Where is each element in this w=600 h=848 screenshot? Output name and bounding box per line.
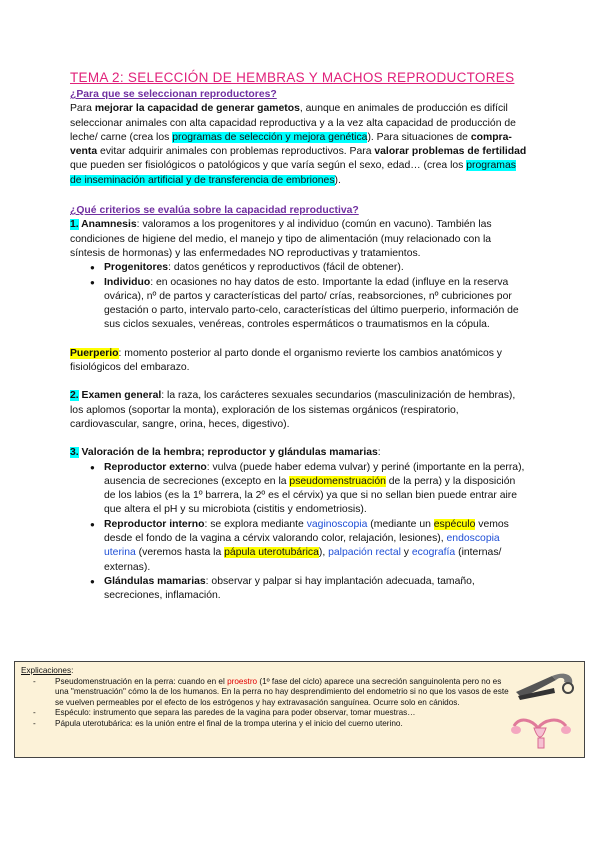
heading-anamnesis: Anamnesis [78,219,137,231]
list-item-reproductor-interno [104,518,528,575]
list-item-reproductor-externo [104,461,528,518]
term-palpacion-rectal: palpación rectal [328,547,401,559]
page-title: TEMA 2: SELECCIÓN DE HEMBRAS Y MACHOS REPRODUCTORES [70,70,515,85]
text: : observar y palpar si hay implantación adecuada, tamaño, secreciones, inflamación. [104,575,475,602]
text: (mediante un [367,518,434,530]
text: y [400,547,412,559]
bold-text: mejorar la capacidad de generar gametos [94,103,300,115]
text: : en ocasiones no hay datos de esto. Importante la edad (influye en la reserva ovárica), nº de partos y características del parto/ crías, reabsorciones, nº cubriciones por gestación o parto, intervalo parto-celo, características del último puerperio, información de sus ciclos sexuales, venéreas, controles espermáticos o traumatismos en la cópula. [104,276,519,331]
text: Pseudomenstruación en la perra: cuando en el [55,676,228,686]
list-item-glandulas-mamarias [104,575,528,604]
text: , aunque en animales de producción es difícil seleccionar animales con alta capacidad reproductiva y a la vez alta capacidad de producción de leche/ carne (crea los [70,103,516,143]
speculum-icon [516,674,573,700]
question-1: ¿Para que se seleccionan reproductores? [70,89,277,100]
number-1: 1. [70,219,79,231]
text: ), [318,547,329,559]
highlight-programs-selection: programas de selección y mejora genética [172,131,368,143]
text: : valoramos a los progenitores y al individuo (común en vacuno). También las condiciones de higiene del medio, el manejo y tipo de alimentación (muy relacionado con la síntesis de hormonas) y las enfermedades NO reproductivas y tratamientos. [70,219,492,259]
term-proestro: proestro [227,676,258,686]
question-2: ¿Qué criterios se evalúa sobre la capacidad reproductiva? [70,205,359,217]
bold-text: compra-venta [70,131,512,158]
text: Para [70,103,95,115]
explanations-title: Explicaciones [21,666,72,675]
explanation-item-pseudomenstruacion [21,677,513,709]
text: vemos desde el fondo de la vagina a cérvix valorando color, relajación, lesiones), [104,518,509,545]
text: : vulva (puede haber edema vulvar) y periné (importante en la perra), ausencia de secreciones (excepto en la [104,461,525,487]
term-endoscopia: endoscopia uterina [104,533,500,559]
highlight-programs-insemination: programas de inseminación artificial y de transferencia de embriones [70,160,516,186]
bold-text: Reproductor interno [104,518,205,530]
explanations-header [21,666,578,677]
item-valoracion-hembra [70,446,528,460]
dash-bullet: - [33,676,36,686]
list-item-progenitores [104,261,528,275]
bold-text: Glándulas mamarias [104,575,206,587]
text: que pueden ser fisiológicos o patológicos y que varía según el sexo, edad… (crea los [70,160,467,172]
text: (veremos hasta la [135,547,225,559]
explanation-item-papula [21,719,513,730]
text: : se explora mediante [204,518,307,530]
explanations-box [14,661,585,758]
dash-bullet: - [33,718,36,728]
explanation-text [55,677,513,709]
highlight-puerperio: Puerperio [70,347,119,359]
speculum-and-uterus-illustration [508,666,578,750]
text: de la perra) y la disposición de los labios (es la 1º barrera, la 2º es el cérvix) ya que si no sellan bien puede entrar aire que altera el pH y su microbiota (cistitis y endometriosis). [104,475,518,516]
item-anamnesis [70,218,528,261]
item-examen-general [70,389,528,432]
list-item-individuo [104,276,528,333]
bold-text: Reproductor externo [104,461,207,473]
heading-examen-general: Examen general [78,390,162,402]
text: : la raza, los carácteres sexuales secundarios (masculinización de hembras), los aplomos (soportar la monta), exploración de los sistemas orgánicos (respiratorio, cardiovascular, sangre, orina, heces, digestivo). [70,390,516,430]
document-page [70,70,528,604]
explanation-text: Espéculo: instrumento que separa las paredes de la vagina para poder observar, tomar muestras… [55,708,416,718]
text: : [71,666,74,675]
highlight-pseudomenstruacion: pseudomenstruación [289,475,386,487]
bold-text: Individuo [104,276,151,288]
text: evitar adquirir animales con problemas reproductivos. Para [97,146,375,158]
dash-bullet: - [33,708,36,718]
text: : momento posterior al parto donde el organismo revierte los cambios anatómicos y fisiológicos del embarazo. [70,347,503,374]
anamnesis-list [70,261,528,332]
paragraph-selection-reasons [70,102,528,188]
explanation-item-especulo [21,708,513,719]
bold-text: valorar problemas de fertilidad [374,146,527,158]
term-vaginoscopia: vaginoscopia [306,518,368,530]
term-ecografia: ecografía [411,547,456,559]
bold-text: Progenitores [104,262,169,274]
text: ). Para situaciones de [367,131,471,143]
number-3: 3. [70,447,79,459]
highlight-papula: pápula uterotubárica [224,547,319,559]
definition-puerperio [70,347,528,376]
text: (internas/ externas). [104,547,502,573]
highlight-especulo: espéculo [433,518,476,530]
explanation-text: Pápula uterotubárica: es la unión entre el final de la trompa uterina y el inicio del cuerno uterino. [55,718,403,728]
valoracion-list [70,461,528,604]
uterus-icon [511,720,571,748]
number-2: 2. [70,390,79,402]
text: : datos genéticos y reproductivos (fácil de obtener). [168,262,404,274]
text: ). [334,174,341,186]
text: : [377,447,381,459]
text: (1º fase del ciclo) aparece una secreción sanguinolenta pero no es una "menstruación" cómo la de los humanos. En la perra no hay desprendimiento del endometrio si no que los vasos de este se vuelven permeables por el efecto de los estrógenos y hay extravasación sanguínea. Ocurre solo en cánidos. [55,676,509,707]
heading-valoracion: Valoración de la hembra; reproductor y glándulas mamarias [78,447,378,459]
